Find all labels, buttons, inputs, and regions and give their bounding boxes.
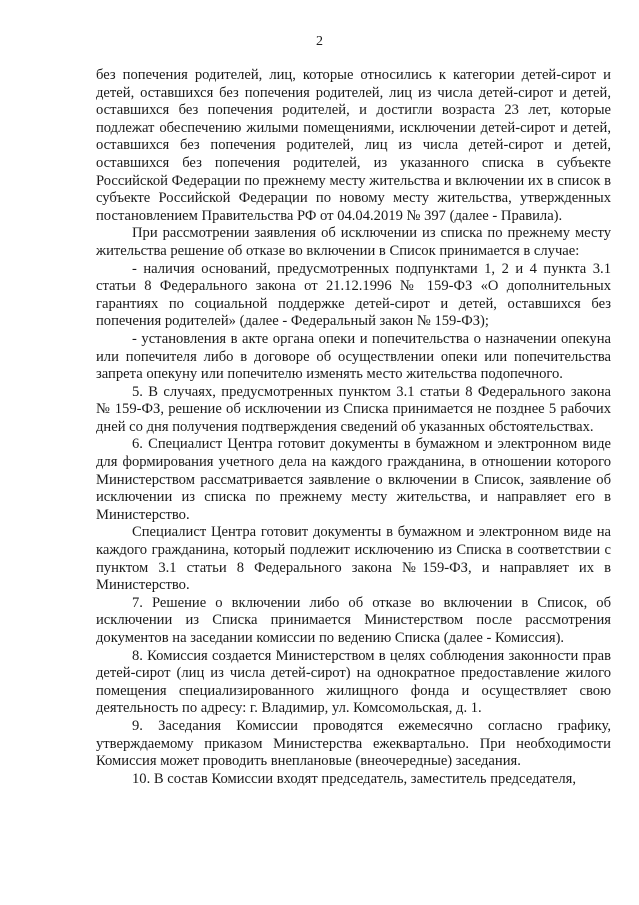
- paragraph-refusal-case-grounds: - наличия оснований, предусмотренных подпунктами 1, 2 и 4 пункта 3.1 статьи 8 Федерального закона от 21.12.1996 № 159-ФЗ «О дополнительных гарантиях по социальной поддержке детей-сирот и детей, оставшихся без попечения родителей» (далее - Федеральный закон № 159-ФЗ);: [96, 260, 611, 330]
- paragraph-item-8: 8. Комиссия создается Министерством в целях соблюдения законности прав детей-сирот (лиц из числа детей-сирот) на однократное предоставление жилого помещения специализированного жилищного фонда и осуществляет свою деятельность по адресу: г. Владимир, ул. Комсомольская, д. 1.: [96, 647, 611, 717]
- paragraph-item-9: 9. Заседания Комиссии проводятся ежемесячно согласно графику, утверждаемому приказом Министерства ежеквартально. При необходимости Комиссия может проводить внеплановые (внеочередные) заседания.: [96, 717, 611, 770]
- paragraph-item-10: 10. В состав Комиссии входят председатель, заместитель председателя,: [132, 770, 577, 787]
- paragraph-refusal-case-guardian-ban: - установления в акте органа опеки и попечительства о назначении опекуна или попечителя либо в договоре об осуществлении опеки или попечительства запрета опекуну или попечителю изменять место жительства подопечного.: [96, 330, 611, 383]
- page-number: 2: [316, 34, 323, 49]
- paragraph-item-5: 5. В случаях, предусмотренных пунктом 3.1 статьи 8 Федерального закона № 159-ФЗ, решение об исключении из Списка принимается не позднее 5 рабочих дней со дня получения подтверждения сведений об указанных обстоятельствах.: [96, 383, 611, 435]
- paragraph-item-7: 7. Решение о включении либо об отказе во включении в Список, об исключении из Списка принимается Министерством после рассмотрения документов на заседании комиссии по ведению Списка (далее - Комиссия).: [96, 594, 611, 646]
- paragraph-refusal-cases-intro: При рассмотрении заявления об исключении из списка по прежнему месту жительства решение об отказе во включении в Список принимается в случае:: [96, 225, 611, 259]
- paragraph-item-6-continued: Специалист Центра готовит документы в бумажном и электронном виде на каждого гражданина, который подлежит исключению из Списка в соответствии с пунктом 3.1 статьи 8 Федерального закона №159-ФЗ, и направляет их в Министерство.: [96, 524, 611, 594]
- document-body: [96, 67, 611, 788]
- paragraph-rules-continuation: без попечения родителей, лиц, которые относились к категории детей-сирот и детей, оставшихся без попечения родителей, лиц из числа детей-сирот и детей, оставшихся без попечения родителей, и достигли возраста 23 лет, которые подлежат обеспечению жилыми помещениями, исключении детей-сирот и детей, оставшихся без попечения родителей, лиц из числа детей-сирот и детей, оставшихся без попечения родителей, из указанного списка в субъекте Российской Федерации по прежнему месту жительства и включении их в список в субъекте Российской Федерации по новому месту жительства, утвержденных постановлением Правительства РФ от 04.04.2019 № 397 (далее - Правила).: [96, 67, 611, 224]
- paragraph-item-6: 6. Специалист Центра готовит документы в бумажном и электронном виде для формирования учетного дела на каждого гражданина, в отношении которого Министерством рассматривается заявление о включении в Список, заявление об исключении из списка по прежнему месту жительства, и направляет его в Министерство.: [96, 436, 611, 523]
